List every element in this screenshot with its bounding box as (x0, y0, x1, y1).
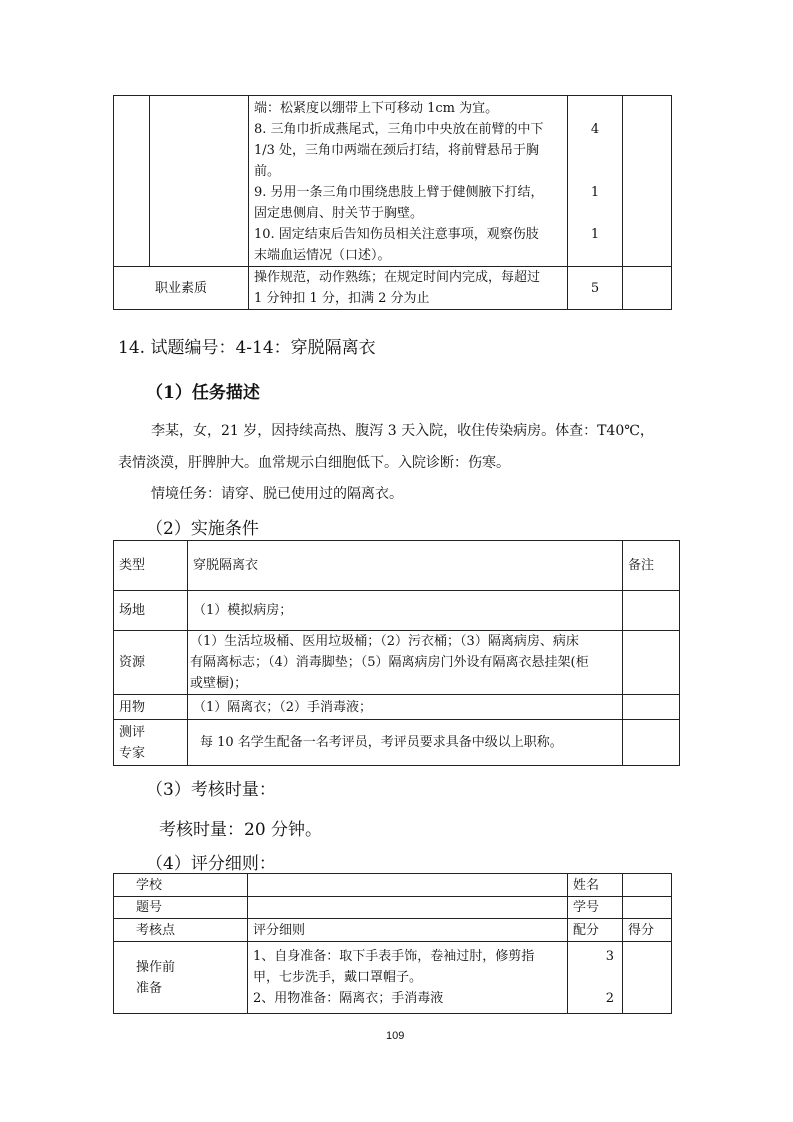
name-field[interactable] (623, 874, 672, 897)
section-title: 14. 试题编号：4-14：穿脱隔离衣 (118, 338, 376, 358)
time-text: 考核时量：20 分钟。 (159, 820, 323, 840)
table-row: 操作前 准备 1、自身准备：取下手表手饰，卷袖过肘，修剪指 甲，七步洗手，戴口罩帽子。 2、用物准备：隔离衣；手消毒液 3 2 (114, 942, 672, 1014)
table-row: 资源 （1）生活垃圾桶、医用垃圾桶；（2）污衣桶；（3）隔离病房、病床 有隔离标志；（4）消毒脚垫；（5）隔离病房门外设有隔离衣悬挂架(柜 或壁橱)； (114, 631, 680, 695)
table-row: 职业素质 操作规范，动作熟练；在规定时间内完成，每超过 1 分钟扣 1 分，扣满 2 分为止 5 (114, 267, 672, 310)
conditions-table (113, 540, 680, 766)
school-field[interactable] (248, 874, 568, 897)
task-paragraph-line: 李某，女，21 岁，因持续高热、腹泻 3 天入院，收住传染病房。体查：T40℃， (151, 423, 654, 439)
scoring-details-cell: 端：松紧度以绷带上下可移动 1cm 为宜。 8. 三角巾折成燕尾式，三角巾中央放在前臂的中下 1/3 处，三角巾两端在颈后打结，将前臂悬吊于胸 前。 9. 另用一条三角巾围绕患肢上臂于健侧腋下打结， 固定患侧肩、肘关节于胸壁。 10. 固定结束后告知伤员相关注意事项，观察伤肢 末端血运情况（口述）。 (249, 96, 568, 267)
table-row (114, 96, 672, 267)
table-row: 用物 （1）隔离衣；（2）手消毒液； (114, 695, 680, 720)
table-row: 类型 穿脱隔离衣 备注 (114, 541, 680, 591)
page-number: 109 (386, 1030, 405, 1042)
student-number-field[interactable] (623, 897, 672, 919)
score-field[interactable] (623, 942, 672, 1014)
scoring-table (113, 873, 672, 1014)
task-paragraph-line: 表情淡漠，肝脾肿大。血常规示白细胞低下。入院诊断：伤寒。 (118, 455, 510, 471)
points-cell: 4 1 1 (568, 96, 623, 267)
table-row: 场地 （1）模拟病房； (114, 591, 680, 631)
table-row: 学校 姓名 (114, 874, 672, 897)
first-aid-scoring-table-continued (113, 95, 672, 310)
time-heading: （3）考核时量： (146, 780, 276, 800)
table-row: 题号 学号 (114, 897, 672, 919)
table-row: 考核点 评分细则 配分 得分 (114, 919, 672, 942)
table-row: 测评 专家 每 10 名学生配备一名考评员，考评员要求具备中级以上职称。 (114, 720, 680, 766)
task-heading: （1）任务描述 (146, 383, 260, 403)
question-number-field[interactable] (248, 897, 568, 919)
conditions-heading: （2）实施条件 (146, 519, 259, 539)
scoring-heading: （4）评分细则： (146, 854, 276, 874)
scenario-task: 情境任务：请穿、脱已使用过的隔离衣。 (151, 486, 403, 502)
